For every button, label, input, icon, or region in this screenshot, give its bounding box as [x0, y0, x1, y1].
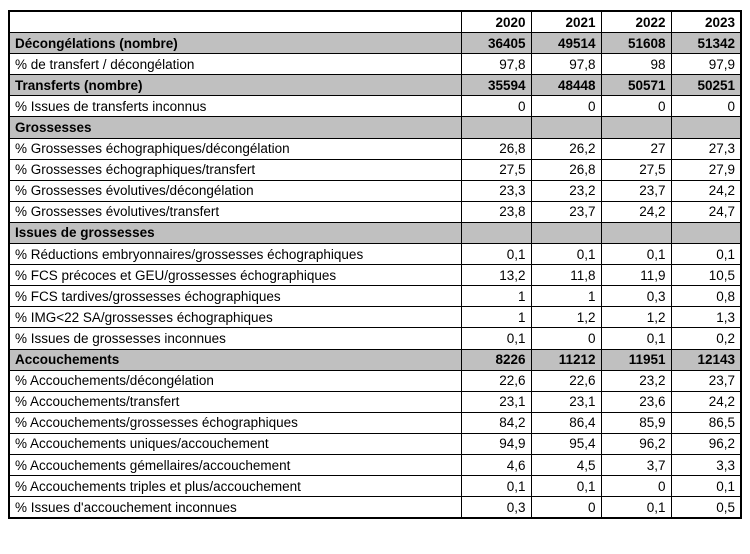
- row-label: % FCS tardives/grossesses échographiques: [9, 286, 461, 307]
- cell-value: 97,9: [671, 54, 741, 75]
- cell-value: 0,1: [671, 244, 741, 265]
- table-row: [9, 476, 741, 497]
- cell-value: 96,2: [671, 433, 741, 454]
- table-body: [9, 33, 741, 519]
- row-label: % de transfert / décongélation: [9, 54, 461, 75]
- column-header-year: 2022: [601, 11, 671, 33]
- row-label: Accouchements: [9, 349, 461, 370]
- cell-value: [531, 222, 601, 243]
- row-label: % FCS précoces et GEU/grossesses échographiques: [9, 265, 461, 286]
- table-row: [9, 328, 741, 349]
- cell-value: 0,8: [671, 286, 741, 307]
- table-row: [9, 138, 741, 159]
- row-label: % Issues de grossesses inconnues: [9, 328, 461, 349]
- column-header-year: 2020: [461, 11, 531, 33]
- cell-value: 8226: [461, 349, 531, 370]
- row-label: % Issues de transferts inconnus: [9, 96, 461, 117]
- cell-value: 23,1: [531, 391, 601, 412]
- cell-value: 0,1: [531, 244, 601, 265]
- cell-value: 23,3: [461, 180, 531, 201]
- cell-value: 86,5: [671, 412, 741, 433]
- cell-value: [461, 117, 531, 138]
- table-row: [9, 307, 741, 328]
- cell-value: 11951: [601, 349, 671, 370]
- table-row: [9, 222, 741, 243]
- cell-value: 22,6: [461, 370, 531, 391]
- cell-value: 0,1: [671, 476, 741, 497]
- cell-value: 1,2: [531, 307, 601, 328]
- cell-value: 51608: [601, 33, 671, 54]
- row-label: Issues de grossesses: [9, 222, 461, 243]
- table-row: [9, 75, 741, 96]
- cell-value: 0,1: [601, 328, 671, 349]
- table-row: [9, 96, 741, 117]
- table-row: [9, 349, 741, 370]
- table-row: [9, 159, 741, 180]
- cell-value: 26,2: [531, 138, 601, 159]
- row-label: % Grossesses évolutives/transfert: [9, 201, 461, 222]
- table-row: [9, 180, 741, 201]
- table-row: [9, 54, 741, 75]
- cell-value: 11,9: [601, 265, 671, 286]
- cell-value: 36405: [461, 33, 531, 54]
- cell-value: 27,9: [671, 159, 741, 180]
- cell-value: 27,5: [461, 159, 531, 180]
- cell-value: 4,6: [461, 454, 531, 475]
- row-label: Grossesses: [9, 117, 461, 138]
- cell-value: 96,2: [601, 433, 671, 454]
- cell-value: [461, 222, 531, 243]
- row-label: % Accouchements/grossesses échographiques: [9, 412, 461, 433]
- cell-value: 10,5: [671, 265, 741, 286]
- cell-value: 23,6: [601, 391, 671, 412]
- cell-value: 50571: [601, 75, 671, 96]
- cell-value: 0: [671, 96, 741, 117]
- cell-value: 11212: [531, 349, 601, 370]
- row-label: % Accouchements triples et plus/accouchement: [9, 476, 461, 497]
- cell-value: 23,2: [601, 370, 671, 391]
- table-row: [9, 33, 741, 54]
- cell-value: [531, 117, 601, 138]
- cell-value: 0,1: [461, 244, 531, 265]
- table-row: [9, 454, 741, 475]
- cell-value: [671, 117, 741, 138]
- table-row: [9, 412, 741, 433]
- cell-value: 23,7: [531, 201, 601, 222]
- cell-value: 1,2: [601, 307, 671, 328]
- row-label: % Grossesses échographiques/transfert: [9, 159, 461, 180]
- cell-value: 0,1: [461, 328, 531, 349]
- column-header-year: 2023: [671, 11, 741, 33]
- cell-value: 1: [461, 286, 531, 307]
- table-row: [9, 265, 741, 286]
- cell-value: 26,8: [531, 159, 601, 180]
- cell-value: 0,1: [461, 476, 531, 497]
- column-header-year: 2021: [531, 11, 601, 33]
- column-header-empty: [9, 11, 461, 33]
- cell-value: 13,2: [461, 265, 531, 286]
- row-label: % Grossesses échographiques/décongélation: [9, 138, 461, 159]
- row-label: % Issues d'accouchement inconnues: [9, 497, 461, 519]
- cell-value: 4,5: [531, 454, 601, 475]
- cell-value: 86,4: [531, 412, 601, 433]
- table-row: [9, 370, 741, 391]
- cell-value: 27: [601, 138, 671, 159]
- row-label: % Accouchements/transfert: [9, 391, 461, 412]
- cell-value: 23,7: [601, 180, 671, 201]
- cell-value: 22,6: [531, 370, 601, 391]
- row-label: % Accouchements/décongélation: [9, 370, 461, 391]
- cell-value: 27,5: [601, 159, 671, 180]
- cell-value: 0: [531, 497, 601, 519]
- cell-value: 0: [461, 96, 531, 117]
- cell-value: 0,3: [461, 497, 531, 519]
- table-row: [9, 201, 741, 222]
- cell-value: 49514: [531, 33, 601, 54]
- cell-value: 23,8: [461, 201, 531, 222]
- cell-value: 0,1: [531, 476, 601, 497]
- cell-value: 85,9: [601, 412, 671, 433]
- cell-value: 97,8: [461, 54, 531, 75]
- cell-value: 24,7: [671, 201, 741, 222]
- cell-value: 0,1: [601, 244, 671, 265]
- cell-value: 35594: [461, 75, 531, 96]
- cell-value: 1,3: [671, 307, 741, 328]
- statistics-table: [8, 10, 742, 519]
- cell-value: 97,8: [531, 54, 601, 75]
- cell-value: 24,2: [601, 201, 671, 222]
- cell-value: 0,5: [671, 497, 741, 519]
- row-label: % Accouchements gémellaires/accouchement: [9, 454, 461, 475]
- row-label: % Réductions embryonnaires/grossesses échographiques: [9, 244, 461, 265]
- table-row: [9, 244, 741, 265]
- cell-value: 98: [601, 54, 671, 75]
- cell-value: 23,1: [461, 391, 531, 412]
- cell-value: 0: [531, 328, 601, 349]
- cell-value: [601, 222, 671, 243]
- cell-value: 0,1: [601, 497, 671, 519]
- cell-value: 50251: [671, 75, 741, 96]
- row-label: Transferts (nombre): [9, 75, 461, 96]
- cell-value: 23,2: [531, 180, 601, 201]
- cell-value: 3,3: [671, 454, 741, 475]
- cell-value: [601, 117, 671, 138]
- table-row: [9, 391, 741, 412]
- cell-value: 26,8: [461, 138, 531, 159]
- cell-value: 0,3: [601, 286, 671, 307]
- row-label: % Accouchements uniques/accouchement: [9, 433, 461, 454]
- row-label: % Grossesses évolutives/décongélation: [9, 180, 461, 201]
- cell-value: 1: [461, 307, 531, 328]
- header-row: [9, 11, 741, 33]
- table-row: [9, 433, 741, 454]
- cell-value: 12143: [671, 349, 741, 370]
- cell-value: 84,2: [461, 412, 531, 433]
- cell-value: 0: [601, 476, 671, 497]
- cell-value: 3,7: [601, 454, 671, 475]
- cell-value: 95,4: [531, 433, 601, 454]
- row-label: Décongélations (nombre): [9, 33, 461, 54]
- cell-value: 0: [531, 96, 601, 117]
- cell-value: 23,7: [671, 370, 741, 391]
- cell-value: 0,2: [671, 328, 741, 349]
- cell-value: 24,2: [671, 391, 741, 412]
- cell-value: 24,2: [671, 180, 741, 201]
- cell-value: 11,8: [531, 265, 601, 286]
- table-row: [9, 286, 741, 307]
- table-row: [9, 497, 741, 519]
- cell-value: 0: [601, 96, 671, 117]
- table-row: [9, 117, 741, 138]
- cell-value: [671, 222, 741, 243]
- cell-value: 48448: [531, 75, 601, 96]
- cell-value: 1: [531, 286, 601, 307]
- cell-value: 27,3: [671, 138, 741, 159]
- row-label: % IMG<22 SA/grossesses échographiques: [9, 307, 461, 328]
- cell-value: 51342: [671, 33, 741, 54]
- cell-value: 94,9: [461, 433, 531, 454]
